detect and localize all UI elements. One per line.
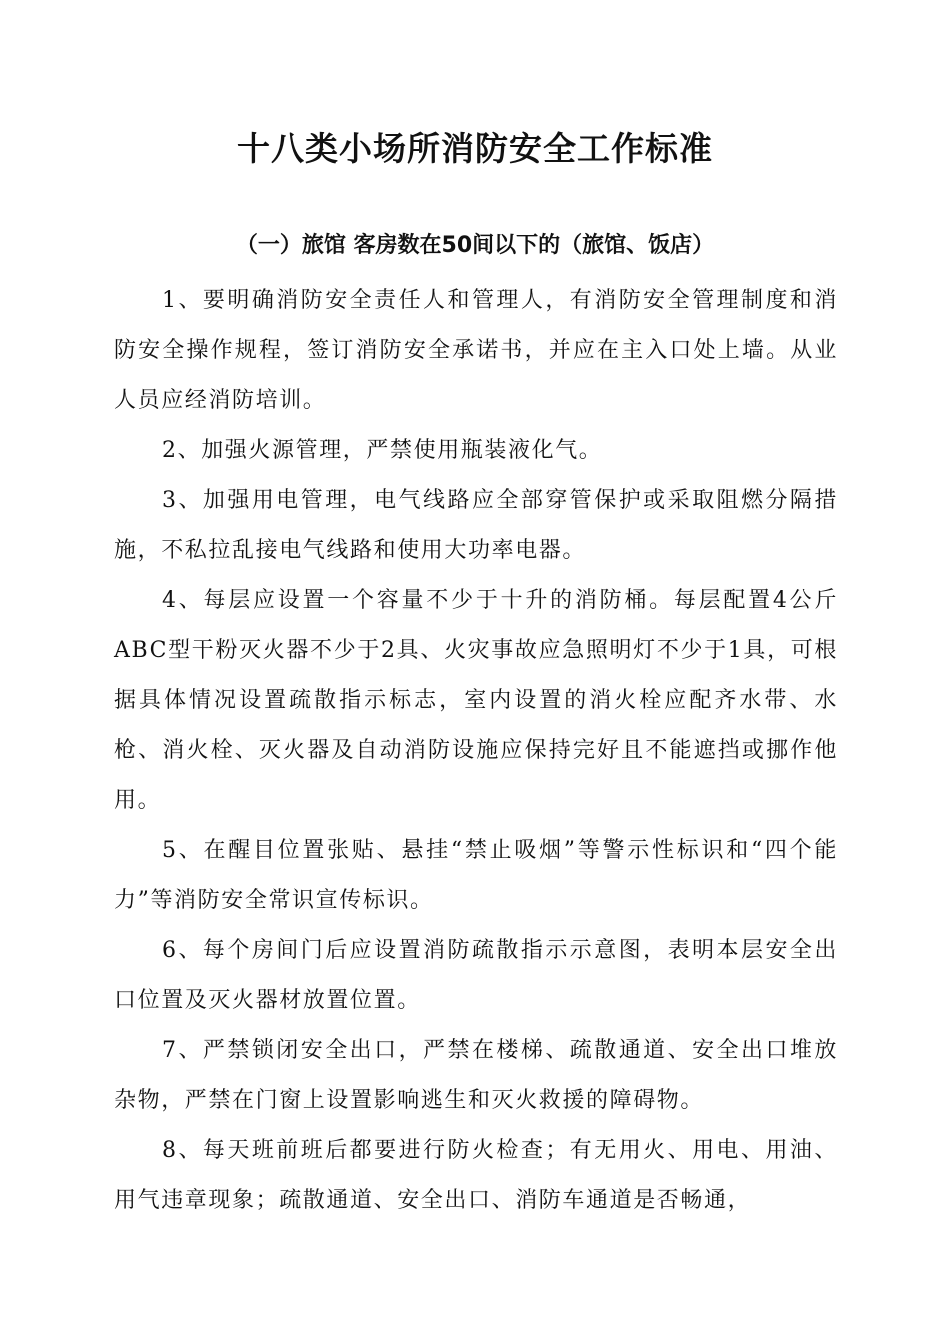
paragraph-2: 2、加强火源管理，严禁使用瓶装液化气。 — [162, 438, 603, 463]
paragraph-7: 7、严禁锁闭安全出口，严禁在楼梯、疏散通道、安全出口堆放杂物，严禁在门窗上设置影响逃生和灭火救援的障碍物。 — [114, 1038, 838, 1113]
paragraph-1: 1、要明确消防安全责任人和管理人，有消防安全管理制度和消防安全操作规程，签订消防安全承诺书，并应在主入口处上墙。从业人员应经消防培训。 — [114, 288, 838, 413]
section-heading: （一）旅馆 客房数在50间以下的（旅馆、饭店） — [235, 233, 715, 258]
paragraph-8: 8、每天班前班后都要进行防火检查；有无用火、用电、用油、用气违章现象；疏散通道、安全出口、消防车通道是否畅通， — [114, 1138, 838, 1213]
paragraph-4: 4、每层应设置一个容量不少于十升的消防桶。每层配置4公斤ABC型干粉灭火器不少于2具、火灾事故应急照明灯不少于1具，可根据具体情况设置疏散指示标志，室内设置的消火栓应配齐水带、水枪、消火栓、灭火器及自动消防设施应保持完好且不能遮挡或挪作他用。 — [114, 588, 838, 813]
paragraph-5: 5、在醒目位置张贴、悬挂“禁止吸烟”等警示性标识和“四个能力”等消防安全常识宣传标识。 — [114, 838, 838, 913]
document-title: 十八类小场所消防安全工作标准 — [237, 129, 713, 168]
paragraph-3: 3、加强用电管理，电气线路应全部穿管保护或采取阻燃分隔措施，不私拉乱接电气线路和使用大功率电器。 — [114, 488, 838, 563]
paragraph-6: 6、每个房间门后应设置消防疏散指示示意图，表明本层安全出口位置及灭火器材放置位置。 — [114, 938, 838, 1013]
document-body — [114, 276, 838, 1226]
